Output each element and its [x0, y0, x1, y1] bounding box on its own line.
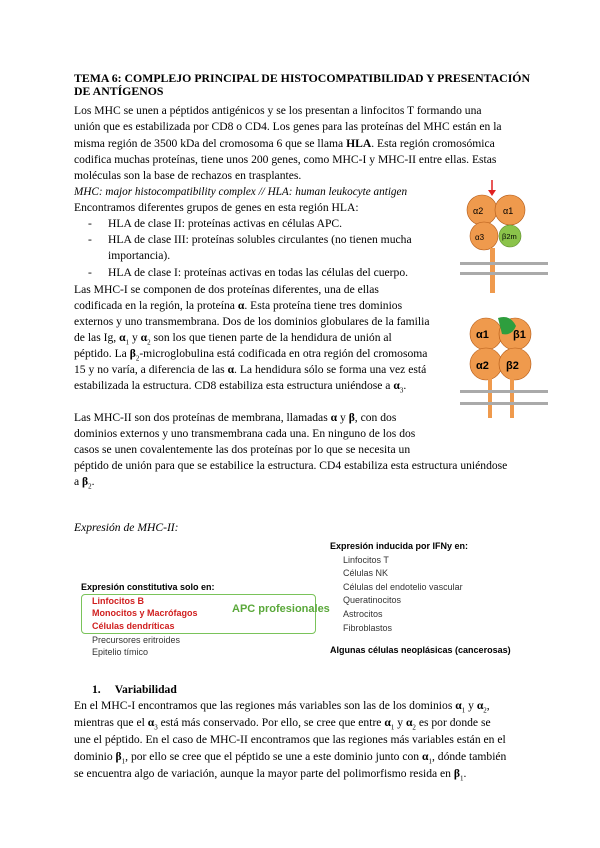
- mhc2-line: casos se unen covalentemente las dos proteínas por lo que se necesita un: [74, 443, 411, 456]
- list-item: Monocitos y Macrófagos: [92, 608, 198, 619]
- apc-list: [92, 595, 198, 632]
- label-b1: β1: [513, 329, 526, 341]
- section-heading: 1. Variabilidad: [92, 683, 177, 696]
- intro-line: moléculas son la base de rechazos en trasplantes.: [74, 169, 302, 182]
- intro-line: misma región de 3500 kDa del cromosoma 6 que se llama HLA. Esta región cromosómica: [74, 137, 495, 150]
- transmembrane-segment: [490, 248, 495, 293]
- induced-expression: [330, 540, 468, 635]
- label-b2: β2: [506, 360, 519, 372]
- list-item: Epitelio tímico: [92, 647, 149, 658]
- label-a1: α1: [476, 329, 489, 341]
- mhc2-line: dominios externos y uno transmembrana cada una. En ninguno de los dos: [74, 427, 416, 440]
- label-b2m: β2m: [502, 232, 517, 241]
- membrane-top: [460, 262, 548, 275]
- label-a3: α3: [475, 233, 485, 242]
- mhc1-line: 15 y no varía, a diferencia de las α. La hendidura sólo se forma una vez está: [74, 363, 427, 376]
- mhc1-molecule: [467, 180, 525, 293]
- expression-heading: Expresión de MHC-II:: [74, 521, 179, 534]
- mhc1-line: péptido. La $\beta_2$-microglobulina está codificada en otra región del cromosoma: [74, 347, 428, 363]
- page-title: TEMA 6: COMPLEJO PRINCIPAL DE HISTOCOMPATIBILIDAD Y PRESENTACIÓN DE ANTÍGENOS: [74, 71, 530, 98]
- mhc-diagram: [458, 176, 550, 422]
- label-a2: α2: [473, 206, 484, 216]
- alpha-tm: [488, 378, 492, 418]
- section-line: se encuentra algo de variación, aunque la mayor parte del polimorfismo resida en $\beta_1$.: [74, 767, 467, 783]
- beta-tm: [510, 378, 514, 418]
- section-line: dominio $\beta_1$, por ello se cree que el péptido se une a este dominio junto con $\alpha_1$, dónde también: [74, 750, 507, 766]
- mhc1-line: Las MHC-I se componen de dos proteínas diferentes, una de ellas: [74, 283, 379, 296]
- mhc1-line: estabilizada la estructura. CD8 estabiliza esta estructura uniéndose a $\alpha_3$.: [74, 379, 407, 395]
- intro-line: codifica muchas proteínas, tiene unos 200 genes, como MHC-I y MHC-II entre ellas. Estas: [74, 153, 497, 166]
- list-item: Precursores eritroides: [92, 635, 181, 645]
- other-list: [92, 634, 180, 659]
- list-item: Células NK: [343, 568, 389, 579]
- label-a1: α1: [503, 206, 514, 216]
- mhc2-line: a $\beta_2$.: [74, 475, 95, 491]
- mhc2-line: péptido de unión para que se estabilice la estructura. CD4 estabiliza esta estructura uniéndose: [74, 459, 508, 472]
- intro-line: Los MHC se unen a péptidos antigénicos y se los presentan a linfocitos T formando una: [74, 104, 482, 117]
- abbreviations: MHC: major histocompatibility complex // HLA: human leukocyte antigen: [74, 186, 408, 198]
- list-item: Células del endotelio vascular: [343, 581, 463, 592]
- induced-heading: Expresión inducida por IFNy en:: [330, 541, 469, 551]
- arrow-head: [488, 190, 496, 196]
- list-item: Linfocitos T: [343, 554, 389, 565]
- list-item: Astrocitos: [343, 608, 383, 619]
- constitutive-heading: Expresión constitutiva solo en:: [81, 582, 215, 592]
- list-item: Células dendríticas: [92, 620, 175, 631]
- section-line: mientras que el $\alpha_3$ está más conservado. Por ello, se cree que entre $\alpha_1$ y $\alpha_2$ es por donde se: [74, 716, 491, 732]
- groups-intro: Encontramos diferentes grupos de genes en esta región HLA:: [74, 201, 359, 214]
- mhc1-line: externos y uno transmembrana. Dos de los dominios globulares de la familia: [74, 315, 430, 328]
- list-item: Queratinocitos: [343, 595, 402, 606]
- label-a2: α2: [476, 360, 489, 372]
- list-item: Fibroblastos: [343, 622, 393, 633]
- section-line: une el péptido. En el caso de MHC-II encontramos que las regiones más variables están en el: [74, 733, 506, 746]
- intro-line: unión que es estabilizada por CD8 o CD4. Los genes para las proteínas del MHC están en la: [74, 120, 502, 133]
- apc-label: APC profesionales: [232, 603, 330, 615]
- induced-footer: Algunas células neoplásicas (cancerosas): [330, 645, 511, 655]
- section-line: En el MHC-I encontramos que las regiones más variables son las de los dominios $\alpha_1$ y $\alpha_2$,: [74, 699, 490, 715]
- membrane-bottom: [460, 390, 548, 405]
- mhc1-line: codificada en la región, la proteína α. Esta proteína tiene tres dominios: [74, 299, 403, 312]
- mhc2-line: Las MHC-II son dos proteínas de membrana, llamadas α y β, con dos: [74, 411, 397, 424]
- list-item: Linfocitos B: [92, 596, 144, 606]
- mhc1-line: de las Ig, $\alpha_1$ y $\alpha_2$ son los que tienen parte de la hendidura de unión al: [74, 331, 392, 347]
